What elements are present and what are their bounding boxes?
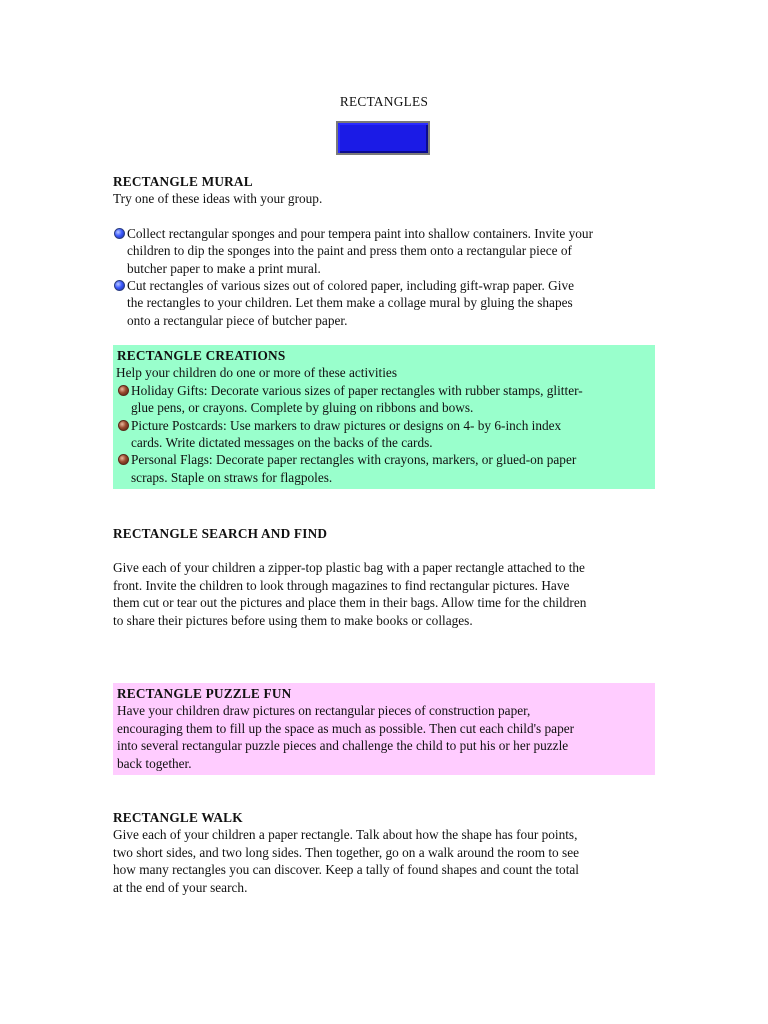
list-item-line: Cut rectangles of various sizes out of colored paper, including gift-wrap paper. Give <box>127 278 574 294</box>
blue-rectangle-icon <box>336 121 430 155</box>
list-item <box>113 277 655 329</box>
bullet-list <box>117 382 651 486</box>
paragraph-line: back together. <box>117 755 192 771</box>
blue-bullet-icon <box>114 280 125 291</box>
paragraph-line: two short sides, and two long sides. Then together, go on a walk around the room to see <box>113 844 580 860</box>
brown-bullet-icon <box>118 454 129 465</box>
section-intro: Try one of these ideas with your group. <box>113 191 323 207</box>
paragraph-line: how many rectangles you can discover. Keep a tally of found shapes and count the total <box>113 862 579 878</box>
brown-bullet-icon <box>118 420 129 431</box>
list-item-line: Holiday Gifts: Decorate various sizes of paper rectangles with rubber stamps, glitter- <box>131 382 583 398</box>
paragraph-line: at the end of your search. <box>113 879 248 895</box>
list-item-line: scraps. Staple on straws for flagpoles. <box>131 469 333 485</box>
paragraph-line: Give each of your children a zipper-top plastic bag with a paper rectangle attached to the <box>113 560 585 576</box>
list-item-line: children to dip the sponges into the paint and press them onto a rectangular piece of <box>127 243 572 259</box>
blue-bullet-icon <box>114 228 125 239</box>
section-heading: RECTANGLE MURAL <box>113 174 253 189</box>
section-rectangle-search-and-find <box>113 525 655 629</box>
paragraph-line: Give each of your children a paper rectangle. Talk about how the shape has four points, <box>113 827 578 843</box>
paragraph-line: front. Invite the children to look through magazines to find rectangular pictures. Have <box>113 577 570 593</box>
section-heading: RECTANGLE CREATIONS <box>117 348 286 363</box>
list-item <box>117 417 651 452</box>
paragraph-line: to share their pictures before using them to make books or collages. <box>113 612 473 628</box>
list-item-line: butcher paper to make a print mural. <box>127 260 321 276</box>
section-heading: RECTANGLE SEARCH AND FIND <box>113 526 328 541</box>
list-item <box>117 451 651 486</box>
list-item-line: Picture Postcards: Use markers to draw pictures or designs on 4- by 6-inch index <box>131 417 562 433</box>
page-title: RECTANGLES <box>339 94 429 109</box>
section-heading: RECTANGLE WALK <box>113 810 243 825</box>
paragraph-line: into several rectangular puzzle pieces and challenge the child to put his or her puzzle <box>117 738 569 754</box>
section-intro: Help your children do one or more of these activities <box>116 365 397 381</box>
list-item-line: cards. Write dictated messages on the backs of the cards. <box>131 435 433 451</box>
paragraph-line: them cut or tear out the pictures and place them in their bags. Allow time for the children <box>113 595 587 611</box>
paragraph-line: encouraging them to fill up the space as much as possible. Then cut each child's paper <box>117 720 575 736</box>
brown-bullet-icon <box>118 385 129 396</box>
section-rectangle-puzzle-fun <box>113 683 655 775</box>
list-item-line: Collect rectangular sponges and pour tempera paint into shallow containers. Invite your <box>127 225 593 241</box>
bullet-list <box>113 225 655 329</box>
list-item <box>117 382 651 417</box>
section-rectangle-walk <box>113 809 655 896</box>
paragraph-line: Have your children draw pictures on rectangular pieces of construction paper, <box>117 703 531 719</box>
section-rectangle-mural <box>113 173 655 329</box>
list-item-line: onto a rectangular piece of butcher paper. <box>127 312 348 328</box>
section-rectangle-creations <box>113 345 655 489</box>
list-item-line: Personal Flags: Decorate paper rectangles with crayons, markers, or glued-on paper <box>131 452 577 468</box>
section-heading: RECTANGLE PUZZLE FUN <box>117 686 292 701</box>
list-item <box>113 225 655 277</box>
list-item-line: the rectangles to your children. Let them make a collage mural by gluing the shapes <box>127 295 573 311</box>
list-item-line: glue pens, or crayons. Complete by gluing on ribbons and bows. <box>131 400 474 416</box>
